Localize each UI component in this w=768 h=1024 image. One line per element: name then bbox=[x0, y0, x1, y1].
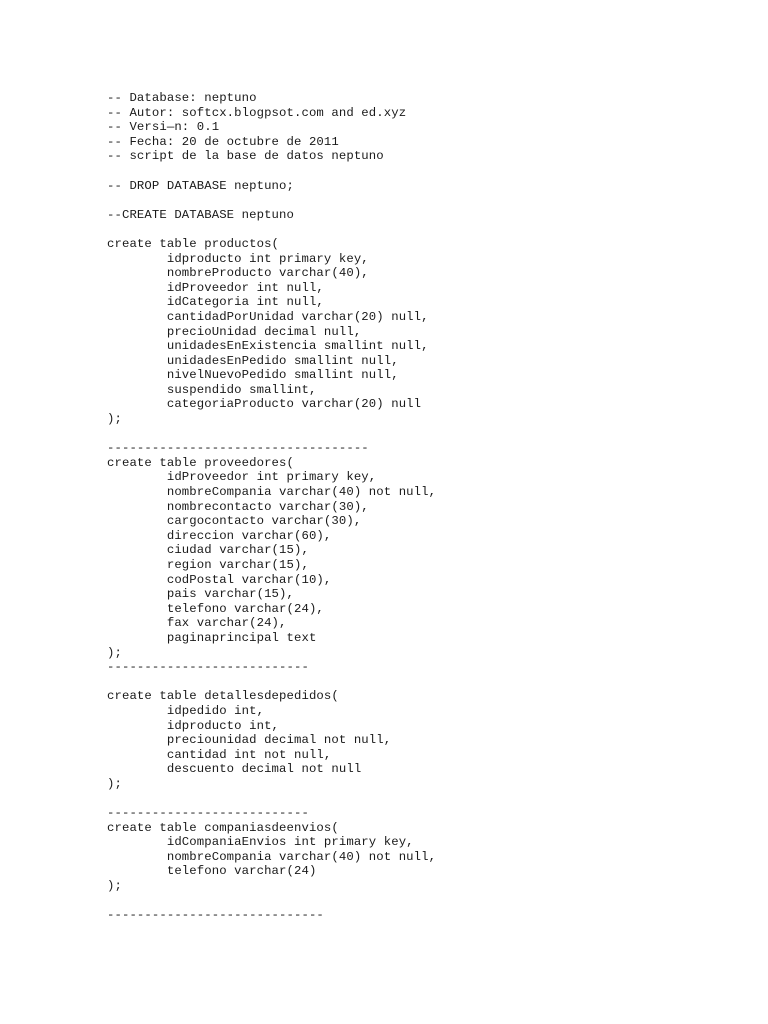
script-line: create table detallesdepedidos( bbox=[107, 689, 339, 704]
script-line: idCategoria int null, bbox=[107, 295, 324, 310]
script-line: ciudad varchar(15), bbox=[107, 543, 309, 558]
script-line: ); bbox=[107, 645, 122, 660]
script-line: telefono varchar(24), bbox=[107, 601, 324, 616]
script-line bbox=[107, 675, 436, 690]
script-line: nombrecontacto varchar(30), bbox=[107, 499, 369, 514]
script-line: ----------------------------------- bbox=[107, 441, 369, 456]
script-line: --CREATE DATABASE neptuno bbox=[107, 207, 294, 222]
script-line: nivelNuevoPedido smallint null, bbox=[107, 368, 399, 383]
script-line: region varchar(15), bbox=[107, 558, 309, 572]
script-line: -- Versi—n: 0.1 bbox=[107, 120, 220, 135]
script-line: telefono varchar(24) bbox=[107, 864, 317, 879]
script-line bbox=[107, 164, 436, 179]
sql-script bbox=[107, 91, 436, 923]
script-line: categoriaProducto varchar(20) null bbox=[107, 397, 422, 412]
script-line: cargocontacto varchar(30), bbox=[107, 514, 362, 529]
script-line: nombreCompania varchar(40) not null, bbox=[107, 485, 437, 500]
script-line: cantidad int not null, bbox=[107, 747, 332, 762]
script-line: ----------------------------- bbox=[107, 908, 324, 923]
script-line: idproducto int primary key, bbox=[107, 251, 369, 266]
script-line: descuento decimal not null bbox=[107, 762, 362, 777]
script-line: cantidadPorUnidad varchar(20) null, bbox=[107, 309, 429, 324]
script-line: direccion varchar(60), bbox=[107, 528, 332, 543]
script-line: ); bbox=[107, 412, 122, 427]
script-line bbox=[107, 792, 436, 807]
script-line: -- script de la base de datos neptuno bbox=[107, 149, 384, 164]
script-line: nombreCompania varchar(40) not null, bbox=[107, 849, 437, 864]
script-line: idpedido int, bbox=[107, 703, 265, 718]
script-line: -- Fecha: 20 de octubre de 2011 bbox=[107, 134, 339, 149]
script-line: -- Database: neptuno bbox=[107, 91, 257, 105]
script-line: idProveedor int primary key, bbox=[107, 470, 377, 485]
script-line: ); bbox=[107, 879, 122, 894]
script-line: ); bbox=[107, 776, 122, 791]
script-line: unidadesEnExistencia smallint null, bbox=[107, 339, 429, 354]
script-line bbox=[107, 894, 436, 909]
script-line bbox=[107, 193, 436, 208]
script-line bbox=[107, 222, 436, 237]
script-line: preciounidad decimal not null, bbox=[107, 733, 392, 748]
script-line: precioUnidad decimal null, bbox=[107, 324, 362, 339]
script-line: fax varchar(24), bbox=[107, 616, 287, 631]
script-line: nombreProducto varchar(40), bbox=[107, 266, 369, 281]
script-line: idproducto int, bbox=[107, 718, 280, 733]
script-line: idProveedor int null, bbox=[107, 280, 324, 295]
script-line: --------------------------- bbox=[107, 660, 309, 675]
script-line: pais varchar(15), bbox=[107, 587, 294, 602]
script-line: -- Autor: softcx.blogpsot.com and ed.xyz bbox=[107, 105, 407, 120]
script-line: create table proveedores( bbox=[107, 455, 294, 470]
script-line: suspendido smallint, bbox=[107, 382, 317, 397]
script-line: unidadesEnPedido smallint null, bbox=[107, 353, 399, 368]
script-line: paginaprincipal text bbox=[107, 630, 317, 645]
script-line: -- DROP DATABASE neptuno; bbox=[107, 178, 294, 193]
script-line: idCompaniaEnvios int primary key, bbox=[107, 835, 414, 850]
script-line: --------------------------- bbox=[107, 806, 309, 821]
script-line: create table companiasdeenvios( bbox=[107, 820, 339, 835]
script-line: codPostal varchar(10), bbox=[107, 572, 332, 587]
script-line: create table productos( bbox=[107, 236, 280, 251]
script-line bbox=[107, 427, 436, 442]
